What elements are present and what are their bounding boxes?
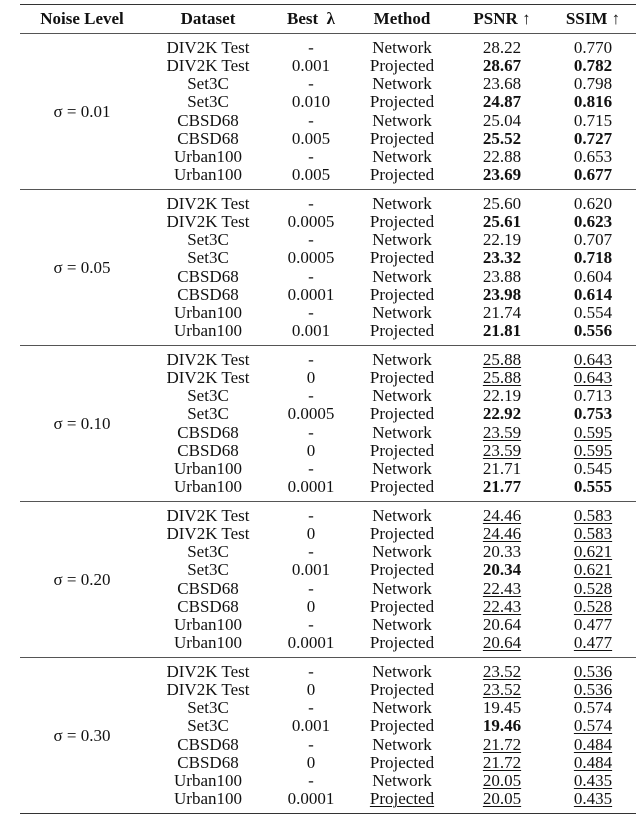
table-row xyxy=(144,478,636,496)
method-cell: Network xyxy=(372,422,432,442)
method-cell: Projected xyxy=(369,789,435,809)
method-cell: Projected xyxy=(369,284,435,304)
ssim-cell: 0.621 xyxy=(573,560,613,580)
psnr-cell: 22.88 xyxy=(482,146,522,166)
table-row xyxy=(144,736,636,754)
ssim-cell: 0.707 xyxy=(573,230,613,250)
dataset-cell: Urban100 xyxy=(174,321,242,341)
header-best-lambda: Best λ xyxy=(286,9,335,28)
ssim-cell: 0.620 xyxy=(573,193,613,213)
method-cell: Network xyxy=(372,193,432,213)
lambda-cell: - xyxy=(308,458,314,478)
ssim-cell: 0.782 xyxy=(573,55,613,75)
table-row xyxy=(144,424,636,442)
lambda-cell: - xyxy=(308,37,314,57)
lambda-cell: - xyxy=(308,193,314,213)
table-row xyxy=(144,166,636,184)
method-cell: Network xyxy=(372,770,432,790)
noise-level-label: σ = 0.01 xyxy=(53,101,111,121)
ssim-cell: 0.718 xyxy=(573,248,613,268)
psnr-cell: 23.68 xyxy=(482,74,522,94)
bottom-rule xyxy=(20,813,636,814)
ssim-cell: 0.574 xyxy=(573,698,613,718)
table-row xyxy=(144,268,636,286)
dataset-cell: CBSD68 xyxy=(177,284,239,304)
dataset-cell: Set3C xyxy=(187,248,229,268)
method-cell: Network xyxy=(372,734,432,754)
dataset-cell: DIV2K Test xyxy=(166,679,250,699)
method-cell: Projected xyxy=(369,477,435,497)
ssim-cell: 0.536 xyxy=(573,661,613,681)
lambda-cell: - xyxy=(308,422,314,442)
noise-group xyxy=(20,502,636,657)
table-row xyxy=(144,369,636,387)
psnr-cell: 23.88 xyxy=(482,266,522,286)
lambda-cell: 0 xyxy=(306,596,316,616)
method-cell: Projected xyxy=(369,523,435,543)
dataset-cell: CBSD68 xyxy=(177,422,239,442)
method-cell: Network xyxy=(372,74,432,94)
table-row xyxy=(144,213,636,231)
noise-group xyxy=(20,346,636,501)
lambda-cell: - xyxy=(308,146,314,166)
ssim-cell: 0.477 xyxy=(573,614,613,634)
psnr-cell: 25.04 xyxy=(482,110,522,130)
lambda-cell: 0 xyxy=(306,523,316,543)
lambda-cell: 0 xyxy=(306,367,316,387)
table-row xyxy=(144,580,636,598)
method-cell: Network xyxy=(372,698,432,718)
method-cell: Projected xyxy=(369,716,435,736)
psnr-cell: 21.74 xyxy=(482,302,522,322)
table-body xyxy=(20,34,636,814)
lambda-cell: - xyxy=(308,734,314,754)
method-cell: Projected xyxy=(369,633,435,653)
table-row xyxy=(144,507,636,525)
method-cell: Network xyxy=(372,458,432,478)
ssim-cell: 0.556 xyxy=(573,321,613,341)
dataset-cell: CBSD68 xyxy=(177,266,239,286)
noise-level-label: σ = 0.05 xyxy=(53,257,111,277)
table-row xyxy=(144,39,636,57)
dataset-cell: DIV2K Test xyxy=(166,523,250,543)
ssim-cell: 0.643 xyxy=(573,349,613,369)
dataset-cell: CBSD68 xyxy=(177,734,239,754)
ssim-cell: 0.798 xyxy=(573,74,613,94)
table-row xyxy=(144,772,636,790)
psnr-cell: 24.46 xyxy=(482,505,522,525)
dataset-cell: CBSD68 xyxy=(177,128,239,148)
method-cell: Network xyxy=(372,578,432,598)
dataset-cell: Urban100 xyxy=(174,633,242,653)
dataset-cell: Urban100 xyxy=(174,614,242,634)
ssim-cell: 0.554 xyxy=(573,302,613,322)
lambda-cell: - xyxy=(308,110,314,130)
table-row xyxy=(144,460,636,478)
table-row xyxy=(144,616,636,634)
lambda-cell: 0 xyxy=(306,440,316,460)
table-row xyxy=(144,405,636,423)
method-cell: Projected xyxy=(369,752,435,772)
ssim-cell: 0.753 xyxy=(573,404,613,424)
table-row xyxy=(144,130,636,148)
ssim-cell: 0.536 xyxy=(573,679,613,699)
method-cell: Network xyxy=(372,230,432,250)
dataset-cell: Urban100 xyxy=(174,146,242,166)
table-header xyxy=(20,5,636,33)
method-cell: Projected xyxy=(369,560,435,580)
dataset-cell: DIV2K Test xyxy=(166,367,250,387)
dataset-cell: DIV2K Test xyxy=(166,505,250,525)
ssim-cell: 0.477 xyxy=(573,633,613,653)
ssim-cell: 0.595 xyxy=(573,422,613,442)
psnr-cell: 25.88 xyxy=(482,349,522,369)
dataset-cell: Set3C xyxy=(187,230,229,250)
dataset-cell: DIV2K Test xyxy=(166,661,250,681)
ssim-cell: 0.574 xyxy=(573,716,613,736)
dataset-cell: Urban100 xyxy=(174,789,242,809)
method-cell: Projected xyxy=(369,248,435,268)
dataset-cell: CBSD68 xyxy=(177,752,239,772)
ssim-cell: 0.555 xyxy=(573,477,613,497)
psnr-cell: 23.52 xyxy=(482,679,522,699)
psnr-cell: 21.81 xyxy=(482,321,522,341)
lambda-cell: 0.0005 xyxy=(287,248,335,268)
results-table xyxy=(20,4,636,814)
lambda-cell: - xyxy=(308,302,314,322)
lambda-cell: - xyxy=(308,542,314,562)
ssim-cell: 0.545 xyxy=(573,458,613,478)
noise-level-label: σ = 0.10 xyxy=(53,413,111,433)
table-row xyxy=(144,754,636,772)
psnr-cell: 19.45 xyxy=(482,698,522,718)
method-cell: Network xyxy=(372,386,432,406)
lambda-cell: 0.0001 xyxy=(287,284,335,304)
dataset-cell: DIV2K Test xyxy=(166,211,250,231)
table-row xyxy=(144,543,636,561)
lambda-cell: 0.001 xyxy=(291,560,331,580)
psnr-cell: 23.52 xyxy=(482,661,522,681)
table-row xyxy=(144,249,636,267)
dataset-cell: CBSD68 xyxy=(177,596,239,616)
dataset-cell: Urban100 xyxy=(174,302,242,322)
method-cell: Projected xyxy=(369,367,435,387)
lambda-cell: - xyxy=(308,74,314,94)
lambda-cell: 0.001 xyxy=(291,716,331,736)
psnr-cell: 21.71 xyxy=(482,458,522,478)
lambda-cell: 0.010 xyxy=(291,92,331,112)
noise-group xyxy=(20,34,636,189)
header-method: Method xyxy=(373,9,431,28)
psnr-cell: 22.19 xyxy=(482,386,522,406)
ssim-cell: 0.623 xyxy=(573,211,613,231)
method-cell: Network xyxy=(372,37,432,57)
psnr-cell: 20.33 xyxy=(482,542,522,562)
dataset-cell: Set3C xyxy=(187,92,229,112)
ssim-cell: 0.713 xyxy=(573,386,613,406)
table-row xyxy=(144,93,636,111)
method-cell: Projected xyxy=(369,165,435,185)
psnr-cell: 21.72 xyxy=(482,734,522,754)
table-row xyxy=(144,598,636,616)
psnr-cell: 28.67 xyxy=(482,55,522,75)
lambda-cell: - xyxy=(308,230,314,250)
dataset-cell: CBSD68 xyxy=(177,578,239,598)
ssim-cell: 0.583 xyxy=(573,523,613,543)
lambda-cell: 0.0005 xyxy=(287,404,335,424)
dataset-cell: Set3C xyxy=(187,698,229,718)
method-cell: Projected xyxy=(369,404,435,424)
ssim-cell: 0.435 xyxy=(573,770,613,790)
dataset-cell: DIV2K Test xyxy=(166,193,250,213)
table-row xyxy=(144,351,636,369)
dataset-cell: Set3C xyxy=(187,560,229,580)
dataset-cell: DIV2K Test xyxy=(166,55,250,75)
ssim-cell: 0.528 xyxy=(573,596,613,616)
psnr-cell: 22.43 xyxy=(482,596,522,616)
psnr-cell: 21.77 xyxy=(482,477,522,497)
method-cell: Network xyxy=(372,110,432,130)
method-cell: Network xyxy=(372,266,432,286)
table-row xyxy=(144,75,636,93)
table-row xyxy=(144,195,636,213)
header-noise-level: Noise Level xyxy=(40,9,124,28)
method-cell: Projected xyxy=(369,128,435,148)
lambda-cell: - xyxy=(308,386,314,406)
psnr-cell: 23.98 xyxy=(482,284,522,304)
table-row xyxy=(144,681,636,699)
ssim-cell: 0.604 xyxy=(573,266,613,286)
table-row xyxy=(144,387,636,405)
dataset-cell: Urban100 xyxy=(174,770,242,790)
psnr-cell: 20.05 xyxy=(482,770,522,790)
method-cell: Projected xyxy=(369,596,435,616)
dataset-cell: Urban100 xyxy=(174,458,242,478)
table-row xyxy=(144,286,636,304)
table-row xyxy=(144,717,636,735)
lambda-cell: 0.0001 xyxy=(287,633,335,653)
lambda-cell: 0.0001 xyxy=(287,789,335,809)
method-cell: Network xyxy=(372,302,432,322)
ssim-cell: 0.435 xyxy=(573,789,613,809)
table-row xyxy=(144,322,636,340)
noise-group xyxy=(20,190,636,345)
table-row xyxy=(144,790,636,808)
dataset-cell: Set3C xyxy=(187,716,229,736)
psnr-cell: 24.87 xyxy=(482,92,522,112)
ssim-cell: 0.621 xyxy=(573,542,613,562)
ssim-cell: 0.583 xyxy=(573,505,613,525)
ssim-cell: 0.770 xyxy=(573,37,613,57)
dataset-cell: DIV2K Test xyxy=(166,37,250,57)
dataset-cell: CBSD68 xyxy=(177,440,239,460)
psnr-cell: 23.69 xyxy=(482,165,522,185)
noise-group xyxy=(20,658,636,813)
psnr-cell: 22.43 xyxy=(482,578,522,598)
method-cell: Network xyxy=(372,349,432,369)
table-row xyxy=(144,112,636,130)
psnr-cell: 25.61 xyxy=(482,211,522,231)
psnr-cell: 23.32 xyxy=(482,248,522,268)
table-row xyxy=(144,304,636,322)
method-cell: Projected xyxy=(369,92,435,112)
lambda-cell: - xyxy=(308,661,314,681)
dataset-cell: Set3C xyxy=(187,386,229,406)
psnr-cell: 24.46 xyxy=(482,523,522,543)
lambda-cell: - xyxy=(308,349,314,369)
method-cell: Projected xyxy=(369,440,435,460)
method-cell: Network xyxy=(372,661,432,681)
ssim-cell: 0.484 xyxy=(573,752,613,772)
psnr-cell: 28.22 xyxy=(482,37,522,57)
psnr-cell: 19.46 xyxy=(482,716,522,736)
psnr-cell: 20.64 xyxy=(482,614,522,634)
table-row xyxy=(144,148,636,166)
lambda-cell: 0.001 xyxy=(291,55,331,75)
dataset-cell: Set3C xyxy=(187,74,229,94)
psnr-cell: 25.88 xyxy=(482,367,522,387)
noise-level-label: σ = 0.20 xyxy=(53,569,111,589)
ssim-cell: 0.677 xyxy=(573,165,613,185)
table-row xyxy=(144,231,636,249)
dataset-cell: CBSD68 xyxy=(177,110,239,130)
noise-level-label: σ = 0.30 xyxy=(53,725,111,745)
table-row xyxy=(144,57,636,75)
psnr-cell: 20.05 xyxy=(482,789,522,809)
method-cell: Projected xyxy=(369,679,435,699)
lambda-cell: 0.001 xyxy=(291,321,331,341)
lambda-cell: 0.0005 xyxy=(287,211,335,231)
table-row xyxy=(144,525,636,543)
table-row xyxy=(144,634,636,652)
method-cell: Network xyxy=(372,542,432,562)
header-psnr: PSNR ↑ xyxy=(473,9,531,28)
ssim-cell: 0.614 xyxy=(573,284,613,304)
lambda-cell: 0.0001 xyxy=(287,477,335,497)
lambda-cell: 0.005 xyxy=(291,128,331,148)
lambda-cell: - xyxy=(308,698,314,718)
psnr-cell: 21.72 xyxy=(482,752,522,772)
dataset-cell: DIV2K Test xyxy=(166,349,250,369)
header-dataset: Dataset xyxy=(180,9,236,28)
table-row xyxy=(144,699,636,717)
table-row xyxy=(144,561,636,579)
ssim-cell: 0.484 xyxy=(573,734,613,754)
ssim-cell: 0.595 xyxy=(573,440,613,460)
lambda-cell: - xyxy=(308,770,314,790)
dataset-cell: Urban100 xyxy=(174,165,242,185)
ssim-cell: 0.653 xyxy=(573,146,613,166)
method-cell: Projected xyxy=(369,211,435,231)
psnr-cell: 20.64 xyxy=(482,633,522,653)
lambda-cell: 0 xyxy=(306,679,316,699)
psnr-cell: 25.60 xyxy=(482,193,522,213)
dataset-cell: Urban100 xyxy=(174,477,242,497)
ssim-cell: 0.643 xyxy=(573,367,613,387)
lambda-cell: - xyxy=(308,266,314,286)
method-cell: Projected xyxy=(369,321,435,341)
lambda-cell: - xyxy=(308,505,314,525)
psnr-cell: 23.59 xyxy=(482,422,522,442)
psnr-cell: 25.52 xyxy=(482,128,522,148)
table-row xyxy=(144,663,636,681)
psnr-cell: 20.34 xyxy=(482,560,522,580)
method-cell: Network xyxy=(372,146,432,166)
header-ssim: SSIM ↑ xyxy=(565,9,621,28)
table-row xyxy=(144,442,636,460)
dataset-cell: Set3C xyxy=(187,542,229,562)
method-cell: Network xyxy=(372,614,432,634)
psnr-cell: 22.92 xyxy=(482,404,522,424)
method-cell: Projected xyxy=(369,55,435,75)
lambda-cell: - xyxy=(308,578,314,598)
lambda-cell: 0.005 xyxy=(291,165,331,185)
ssim-cell: 0.727 xyxy=(573,128,613,148)
ssim-cell: 0.528 xyxy=(573,578,613,598)
method-cell: Network xyxy=(372,505,432,525)
lambda-cell: - xyxy=(308,614,314,634)
ssim-cell: 0.816 xyxy=(573,92,613,112)
psnr-cell: 23.59 xyxy=(482,440,522,460)
ssim-cell: 0.715 xyxy=(573,110,613,130)
dataset-cell: Set3C xyxy=(187,404,229,424)
psnr-cell: 22.19 xyxy=(482,230,522,250)
lambda-cell: 0 xyxy=(306,752,316,772)
